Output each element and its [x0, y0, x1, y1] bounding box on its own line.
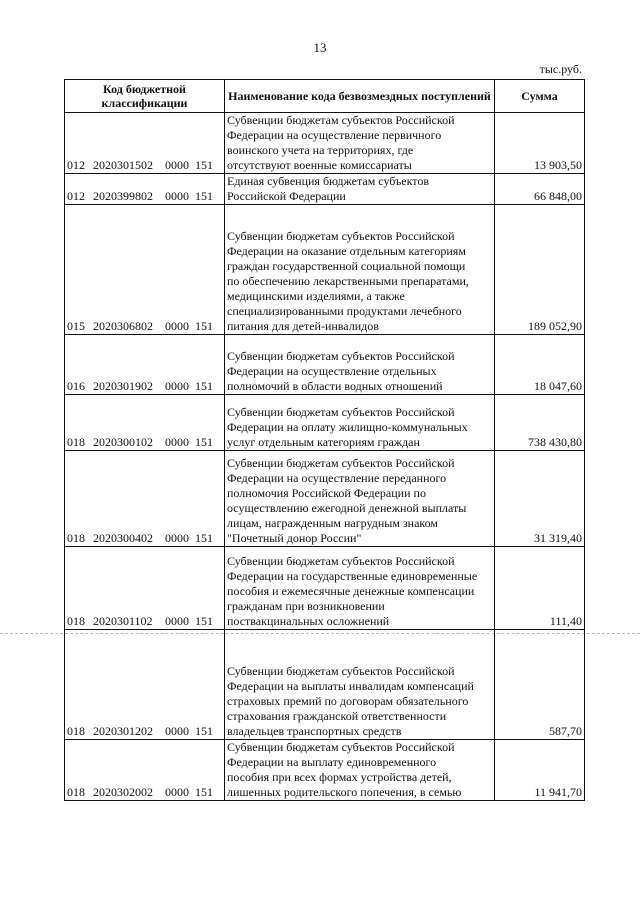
- amount-cell: 13 903,50: [495, 113, 585, 174]
- budget-code-part: 2020301102: [93, 614, 153, 628]
- revenue-name-cell: [225, 451, 495, 547]
- budget-code-part: 151: [195, 531, 213, 545]
- budget-code-cell: [65, 547, 225, 630]
- budget-code-part: 2020306802: [93, 319, 153, 333]
- revenue-name-text: Субвенции бюджетам субъектов Российской Федерации на осуществление переданного полномочия Российской Федерации по осуществлению ежегодной денежной выплаты лицам, награжденным нагрудным знаком "Почетный донор России": [227, 456, 467, 545]
- table-row: [65, 205, 585, 335]
- table-row: [65, 174, 585, 205]
- table-row: [65, 335, 585, 395]
- header-sum: Сумма: [495, 80, 585, 113]
- units-label: тыс.руб.: [539, 62, 582, 76]
- budget-code-part: 0000: [165, 531, 189, 545]
- budget-code-part: 018: [67, 724, 85, 738]
- amount-cell: 189 052,90: [495, 205, 585, 335]
- page-number: 13: [313, 40, 327, 55]
- budget-code-part: 018: [67, 614, 85, 628]
- table-row: [65, 395, 585, 451]
- budget-code-part: 012: [67, 158, 85, 172]
- budget-code-part: 018: [67, 435, 85, 449]
- budget-code-part: 2020302002: [93, 785, 153, 799]
- budget-code-part: 151: [195, 614, 213, 628]
- budget-code-part: 0000: [165, 379, 189, 393]
- budget-code-part: 151: [195, 785, 213, 799]
- revenue-name-text: Субвенции бюджетам субъектов Российской Федерации на оказание отдельным категориям граждан государственной социальной помощи по обеспечению лекарственными препаратами, медицинскими изделиями, а также специализированными продуктами лечебного питания для детей-инвалидов: [227, 229, 469, 333]
- amount-cell: 66 848,00: [495, 174, 585, 205]
- budget-code-cell: [65, 205, 225, 335]
- budget-code-part: 151: [195, 189, 213, 203]
- amount-cell: 738 430,80: [495, 395, 585, 451]
- revenue-name-cell: [225, 740, 495, 801]
- budget-code-cell: [65, 740, 225, 801]
- revenue-name-text: Субвенции бюджетам субъектов Российской Федерации на оплату жилищно-коммунальных услуг отдельным категориям граждан: [227, 405, 468, 449]
- revenue-name-cell: [225, 335, 495, 395]
- budget-code-part: 0000: [165, 189, 189, 203]
- amount-cell: 18 047,60: [495, 335, 585, 395]
- header-code: Код бюджетной классификации: [65, 80, 225, 113]
- revenue-name-cell: [225, 113, 495, 174]
- budget-code-part: 2020301502: [93, 158, 153, 172]
- budget-code-cell: [65, 395, 225, 451]
- budget-code-part: 2020300102: [93, 435, 153, 449]
- revenue-name-text: Субвенции бюджетам субъектов Российской Федерации на государственные единовременные пособия и ежемесячные денежные компенсации гражданам при возникновении поствакцинальных осложнений: [227, 554, 478, 628]
- revenue-name-text: Единая субвенция бюджетам субъектов Российской Федерации: [227, 174, 430, 203]
- amount-cell: 587,70: [495, 630, 585, 740]
- budget-code-cell: [65, 174, 225, 205]
- revenue-name-cell: [225, 630, 495, 740]
- budget-code-part: 2020399802: [93, 189, 153, 203]
- table-row: [65, 630, 585, 740]
- budget-code-part: 2020301902: [93, 379, 153, 393]
- budget-code-part: 151: [195, 724, 213, 738]
- revenue-name-cell: [225, 395, 495, 451]
- revenue-name-cell: [225, 174, 495, 205]
- budget-code-cell: [65, 113, 225, 174]
- amount-cell: 111,40: [495, 547, 585, 630]
- revenue-name-text: Субвенции бюджетам субъектов Российской Федерации на выплаты инвалидам компенсаций страховых премий по договорам обязательного страхования гражданской ответственности владельцев транспортных средств: [227, 664, 474, 738]
- table-row: [65, 451, 585, 547]
- table-header-row: [65, 80, 585, 113]
- revenue-name-text: Субвенции бюджетам субъектов Российской Федерации на выплату единовременного пособия при всех формах устройства детей, лишенных родительского попечения, в семью: [227, 740, 462, 799]
- table-row: [65, 740, 585, 801]
- budget-code-part: 151: [195, 158, 213, 172]
- revenue-name-cell: [225, 547, 495, 630]
- budget-code-part: 018: [67, 531, 85, 545]
- budget-code-part: 0000: [165, 158, 189, 172]
- budget-code-part: 012: [67, 189, 85, 203]
- budget-code-part: 151: [195, 435, 213, 449]
- table-row: [65, 547, 585, 630]
- budget-code-part: 016: [67, 379, 85, 393]
- budget-code-part: 0000: [165, 785, 189, 799]
- revenue-table: [64, 79, 585, 801]
- budget-code-cell: [65, 451, 225, 547]
- budget-code-part: 2020300402: [93, 531, 153, 545]
- revenue-name-text: Субвенции бюджетам субъектов Российской Федерации на осуществление первичного воинского учета на территориях, где отсутствуют военные комиссариаты: [227, 113, 455, 172]
- budget-code-part: 151: [195, 319, 213, 333]
- budget-code-part: 151: [195, 379, 213, 393]
- budget-code-cell: [65, 335, 225, 395]
- budget-code-part: 018: [67, 785, 85, 799]
- header-name: Наименование кода безвозмездных поступлений: [225, 80, 495, 113]
- budget-code-part: 2020301202: [93, 724, 153, 738]
- budget-code-part: 0000: [165, 614, 189, 628]
- amount-cell: 11 941,70: [495, 740, 585, 801]
- revenue-name-text: Субвенции бюджетам субъектов Российской Федерации на осуществление отдельных полномочий в области водных отношений: [227, 349, 455, 393]
- budget-code-part: 015: [67, 319, 85, 333]
- budget-code-cell: [65, 630, 225, 740]
- budget-code-part: 0000: [165, 435, 189, 449]
- table-row: [65, 113, 585, 174]
- budget-code-part: 0000: [165, 724, 189, 738]
- revenue-name-cell: [225, 205, 495, 335]
- budget-code-part: 0000: [165, 319, 189, 333]
- amount-cell: 31 319,40: [495, 451, 585, 547]
